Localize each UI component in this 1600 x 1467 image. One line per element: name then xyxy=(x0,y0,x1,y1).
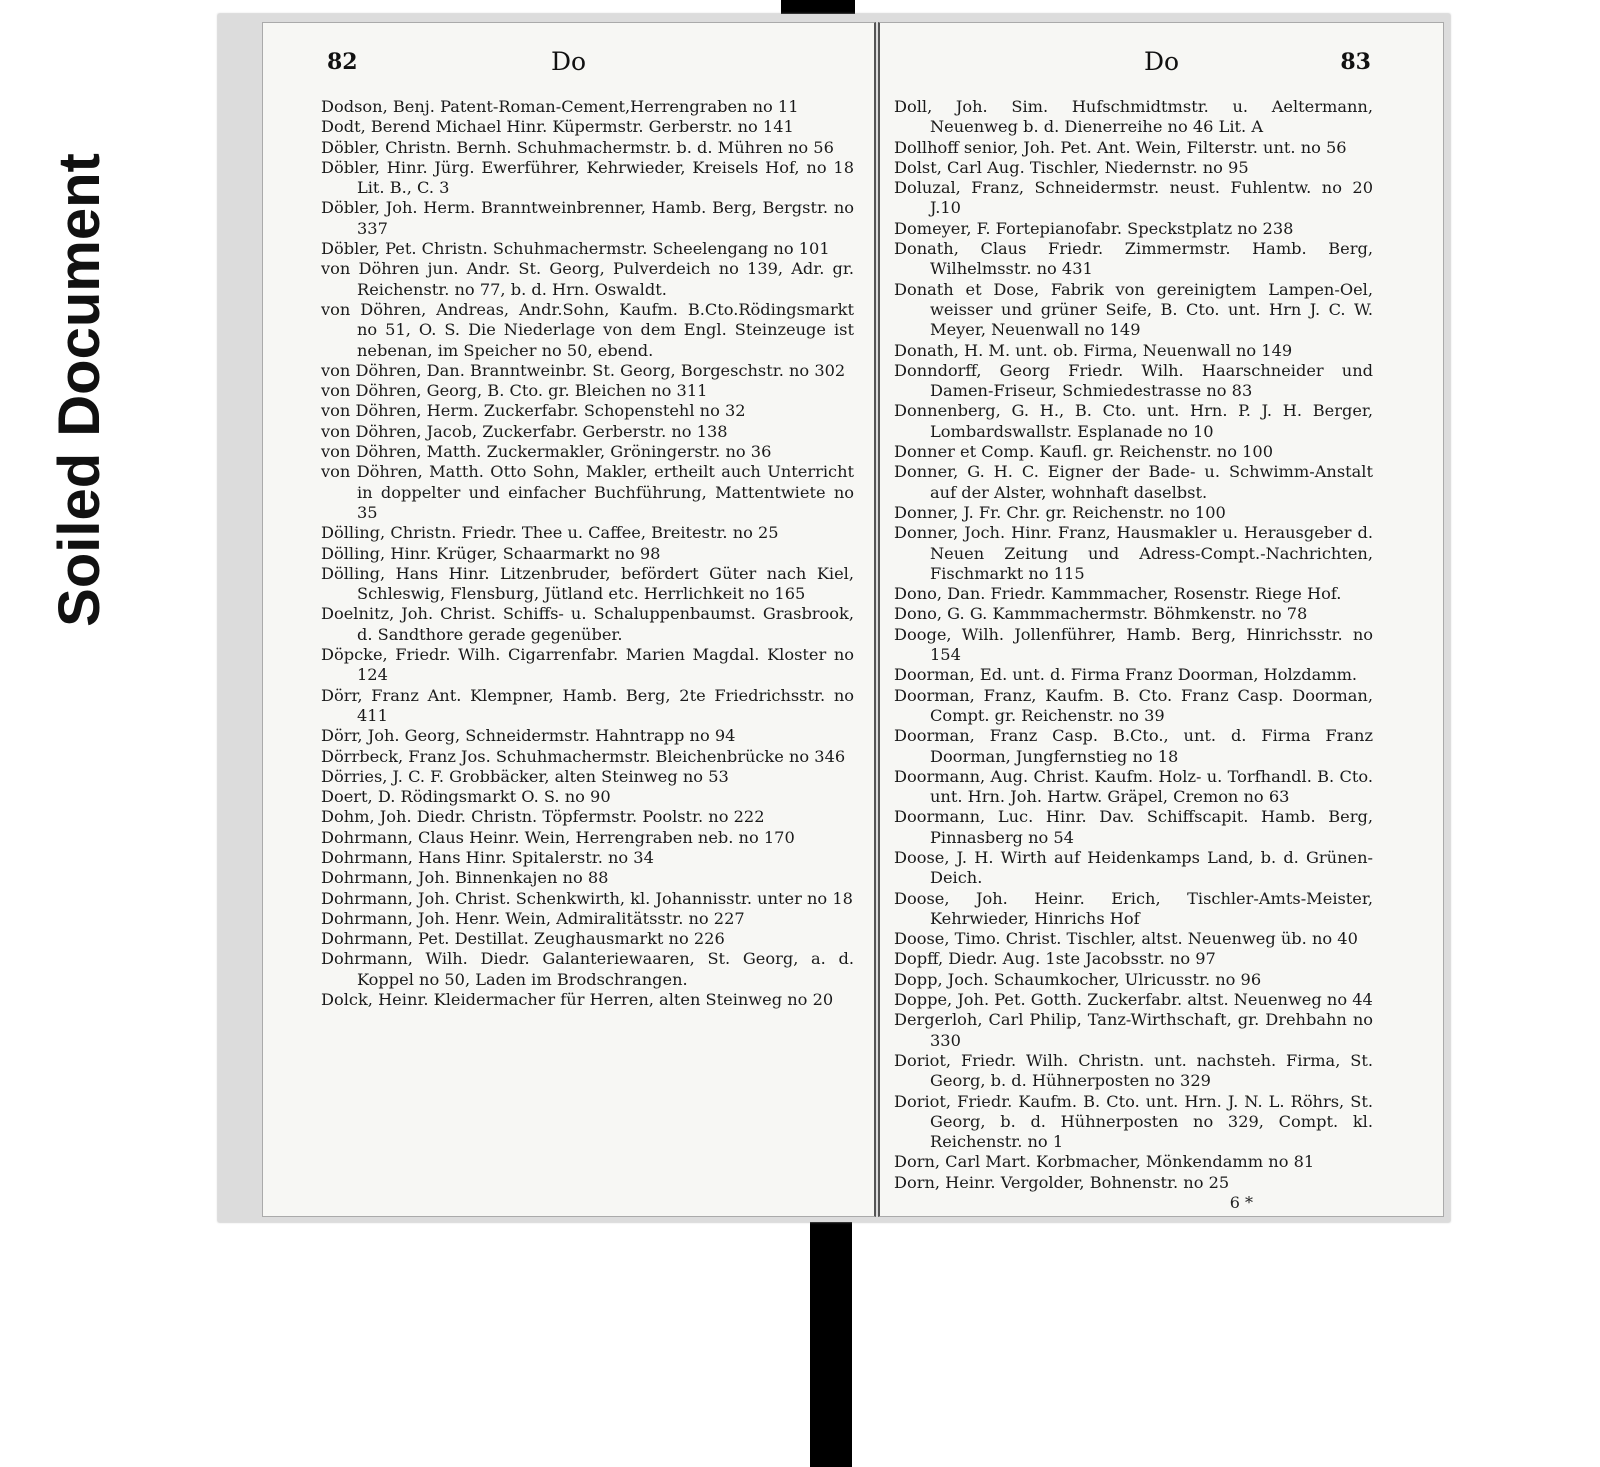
page-signature-mark: 6 * xyxy=(1229,1193,1253,1213)
directory-entry: Doelnitz, Joh. Christ. Schiffs- u. Schaluppenbaumst. Grasbrook, d. Sandthore gerade gegenüber. xyxy=(321,604,854,644)
directory-entry: Dörries, J. C. F. Grobbäcker, alten Steinweg no 53 xyxy=(321,766,729,786)
directory-entry: Dölling, Hinr. Krüger, Schaarmarkt no 98 xyxy=(321,543,661,563)
directory-entry: Dorn, Carl Mart. Korbmacher, Mönkendamm no 81 xyxy=(894,1152,1315,1172)
directory-entry: Doorman, Franz, Kaufm. B. Cto. Franz Casp. Doorman, Compt. gr. Reichenstr. no 39 xyxy=(894,685,1373,725)
directory-entry: Doose, Timo. Christ. Tischler, altst. Neuenweg üb. no 40 xyxy=(894,929,1358,949)
directory-entry: Dono, G. G. Kammmachermstr. Böhmkenstr. no 78 xyxy=(894,604,1308,624)
directory-entry: von Döhren, Georg, B. Cto. gr. Bleichen no 311 xyxy=(321,381,708,401)
directory-entry: Dörr, Joh. Georg, Schneidermstr. Hahntrapp no 94 xyxy=(321,726,736,746)
right-page-header xyxy=(880,45,1443,97)
directory-entry: von Döhren, Andreas, Andr.Sohn, Kaufm. B.Cto.Rödingsmarkt no 51, O. S. Die Niederlage von dem Engl. Steinzeuge ist nebenan, im Speicher no 50, ebend. xyxy=(321,299,854,360)
directory-entry: Dohrmann, Joh. Binnenkajen no 88 xyxy=(321,868,609,888)
directory-entry: Donath et Dose, Fabrik von gereinigtem Lampen-Oel, weisser und grüner Seife, B. Cto. unt. Hrn J. C. W. Meyer, Neuenwall no 149 xyxy=(894,279,1373,340)
directory-entry: Döbler, Joh. Herm. Branntweinbrenner, Hamb. Berg, Bergstr. no 337 xyxy=(321,198,854,238)
directory-entry: Dopff, Diedr. Aug. 1ste Jacobsstr. no 97 xyxy=(894,949,1216,969)
directory-entry: von Döhren, Jacob, Zuckerfabr. Gerberstr. no 138 xyxy=(321,421,728,441)
directory-entry: Dohrmann, Hans Hinr. Spitalerstr. no 34 xyxy=(321,847,654,867)
directory-entry: Doose, Joh. Heinr. Erich, Tischler-Amts-Meister, Kehrwieder, Hinrichs Hof xyxy=(894,888,1373,928)
directory-entry: Dohrmann, Pet. Destillat. Zeughausmarkt no 226 xyxy=(321,929,725,949)
directory-entry: Dohrmann, Joh. Christ. Schenkwirth, kl. Johannisstr. unter no 18 xyxy=(321,888,853,908)
directory-entry: Dergerloh, Carl Philip, Tanz-Wirthschaft, gr. Drehbahn no 330 xyxy=(894,1010,1373,1050)
directory-entry: Doorman, Ed. unt. d. Firma Franz Doorman, Holzdamm. xyxy=(894,665,1358,685)
directory-entry: Döbler, Pet. Christn. Schuhmachermstr. Scheelengang no 101 xyxy=(321,239,830,259)
directory-entry: Dolst, Carl Aug. Tischler, Niedernstr. no 95 xyxy=(894,157,1249,177)
directory-entry: Doll, Joh. Sim. Hufschmidtmstr. u. Aeltermann, Neuenweg b. d. Dienerreihe no 46 Lit. A xyxy=(894,97,1373,137)
directory-entry: Dollhoff senior, Joh. Pet. Ant. Wein, Filterstr. unt. no 56 xyxy=(894,137,1347,157)
directory-entry: Donath, H. M. unt. ob. Firma, Neuenwall no 149 xyxy=(894,340,1293,360)
directory-entry: Donner, J. Fr. Chr. gr. Reichenstr. no 100 xyxy=(894,502,1226,522)
directory-entry: Dopp, Joch. Schaumkocher, Ulricusstr. no 96 xyxy=(894,969,1262,989)
directory-entry: Dohrmann, Claus Heinr. Wein, Herrengraben neb. no 170 xyxy=(321,827,795,847)
left-page-number: 82 xyxy=(327,49,358,75)
right-page-number: 83 xyxy=(1340,49,1371,75)
directory-entry: Doose, J. H. Wirth auf Heidenkamps Land, b. d. Grünen-Deich. xyxy=(894,847,1373,888)
directory-entry: Doormann, Aug. Christ. Kaufm. Holz- u. Torfhandl. B. Cto. unt. Hrn. Joh. Hartw. Gräpel, Cremon no 63 xyxy=(894,766,1373,807)
directory-entry: Donnenberg, G. H., B. Cto. unt. Hrn. P. J. H. Berger, Lombardswallstr. Esplanade no 10 xyxy=(894,401,1373,441)
directory-entry: Dolck, Heinr. Kleidermacher für Herren, alten Steinweg no 20 xyxy=(321,990,834,1010)
directory-entry: Dölling, Christn. Friedr. Thee u. Caffee, Breitestr. no 25 xyxy=(321,523,779,543)
directory-entry: von Döhren, Herm. Zuckerfabr. Schopenstehl no 32 xyxy=(321,401,746,421)
left-page xyxy=(262,22,876,1217)
directory-entry: Dörr, Franz Ant. Klempner, Hamb. Berg, 2te Friedrichsstr. no 411 xyxy=(321,685,854,725)
directory-entry: Dooge, Wilh. Jollenführer, Hamb. Berg, Hinrichsstr. no 154 xyxy=(894,624,1373,665)
directory-entry: Dohrmann, Wilh. Diedr. Galanteriewaaren, St. Georg, a. d. Koppel no 50, Laden im Brodschrangen. xyxy=(321,949,854,989)
spine-shadow-bottom xyxy=(810,1218,852,1467)
directory-entry: Doriot, Friedr. Wilh. Christn. unt. nachsteh. Firma, St. Georg, b. d. Hühnerposten no 329 xyxy=(894,1050,1373,1091)
directory-entry: Doppe, Joh. Pet. Gotth. Zuckerfabr. altst. Neuenweg no 44 xyxy=(894,990,1373,1010)
directory-entry: Dölling, Hans Hinr. Litzenbruder, befördert Güter nach Kiel, Schleswig, Flensburg, Jütland etc. Herrlichkeit no 165 xyxy=(321,563,854,604)
directory-entry: Doert, D. Rödingsmarkt O. S. no 90 xyxy=(321,787,611,807)
directory-entry: Döbler, Christn. Bernh. Schuhmachermstr. b. d. Mühren no 56 xyxy=(321,137,834,157)
directory-entry: Doormann, Luc. Hinr. Dav. Schiffscapit. Hamb. Berg, Pinnasberg no 54 xyxy=(894,807,1373,847)
directory-entry: Dono, Dan. Friedr. Kammmacher, Rosenstr. Riege Hof. xyxy=(894,584,1342,604)
directory-entry: Dorn, Heinr. Vergolder, Bohnenstr. no 25 xyxy=(894,1172,1230,1192)
directory-entry: Donndorff, Georg Friedr. Wilh. Haarschneider und Damen-Friseur, Schmiedestrasse no 83 xyxy=(894,360,1373,401)
directory-entry: Doriot, Friedr. Kaufm. B. Cto. unt. Hrn. J. N. L. Röhrs, St. Georg, b. d. Hühnerposten no 329, Compt. kl. Reichenstr. no 1 xyxy=(894,1091,1373,1152)
directory-entry: Dodson, Benj. Patent-Roman-Cement,Herrengraben no 11 xyxy=(321,97,799,116)
directory-entry: von Döhren jun. Andr. St. Georg, Pulverdeich no 139, Adr. gr. Reichenstr. no 77, b. d. Hrn. Oswaldt. xyxy=(321,259,854,299)
right-entry-list xyxy=(880,97,1443,1193)
directory-entry: Doluzal, Franz, Schneidermstr. neust. Fuhlentw. no 20 J.10 xyxy=(894,178,1373,218)
directory-entry: Dodt, Berend Michael Hinr. Küpermstr. Gerberstr. no 141 xyxy=(321,117,794,137)
directory-entry: von Döhren, Dan. Branntweinbr. St. Georg, Borgeschstr. no 302 xyxy=(321,360,846,380)
directory-entry: Dohm, Joh. Diedr. Christn. Töpfermstr. Poolstr. no 222 xyxy=(321,807,765,827)
left-page-header xyxy=(263,45,874,97)
soiled-document-stamp: Soiled Document xyxy=(47,153,112,627)
directory-entry: von Döhren, Matth. Zuckermakler, Gröningerstr. no 36 xyxy=(321,442,772,462)
directory-entry: Donner, Joch. Hinr. Franz, Hausmakler u. Herausgeber d. Neuen Zeitung und Adress-Compt.-Nachrichten, Fischmarkt no 115 xyxy=(894,523,1373,583)
directory-entry: von Döhren, Matth. Otto Sohn, Makler, ertheilt auch Unterricht in doppelter und einfacher Buchführung, Mattentwiete no 35 xyxy=(321,462,854,522)
directory-entry: Domeyer, F. Fortepianofabr. Speckstplatz no 238 xyxy=(894,218,1294,238)
right-page xyxy=(878,22,1444,1217)
directory-entry: Donner et Comp. Kaufl. gr. Reichenstr. no 100 xyxy=(894,442,1273,462)
directory-entry: Dörrbeck, Franz Jos. Schuhmachermstr. Bleichenbrücke no 346 xyxy=(321,746,846,766)
right-page-title: Do xyxy=(1143,47,1180,76)
left-page-title: Do xyxy=(550,47,587,76)
directory-entry: Donath, Claus Friedr. Zimmermstr. Hamb. Berg, Wilhelmsstr. no 431 xyxy=(894,239,1373,279)
directory-entry: Döpcke, Friedr. Wilh. Cigarrenfabr. Marien Magdal. Kloster no 124 xyxy=(321,645,854,685)
directory-entry: Dohrmann, Joh. Henr. Wein, Admiralitätsstr. no 227 xyxy=(321,908,745,928)
directory-entry: Döbler, Hinr. Jürg. Ewerführer, Kehrwieder, Kreisels Hof, no 18 Lit. B., C. 3 xyxy=(321,157,854,198)
directory-entry: Donner, G. H. C. Eigner der Bade- u. Schwimm-Anstalt auf der Alster, wohnhaft daselbst. xyxy=(894,462,1373,502)
left-entry-list xyxy=(263,97,874,1010)
directory-entry: Doorman, Franz Casp. B.Cto., unt. d. Firma Franz Doorman, Jungfernstieg no 18 xyxy=(894,726,1373,766)
